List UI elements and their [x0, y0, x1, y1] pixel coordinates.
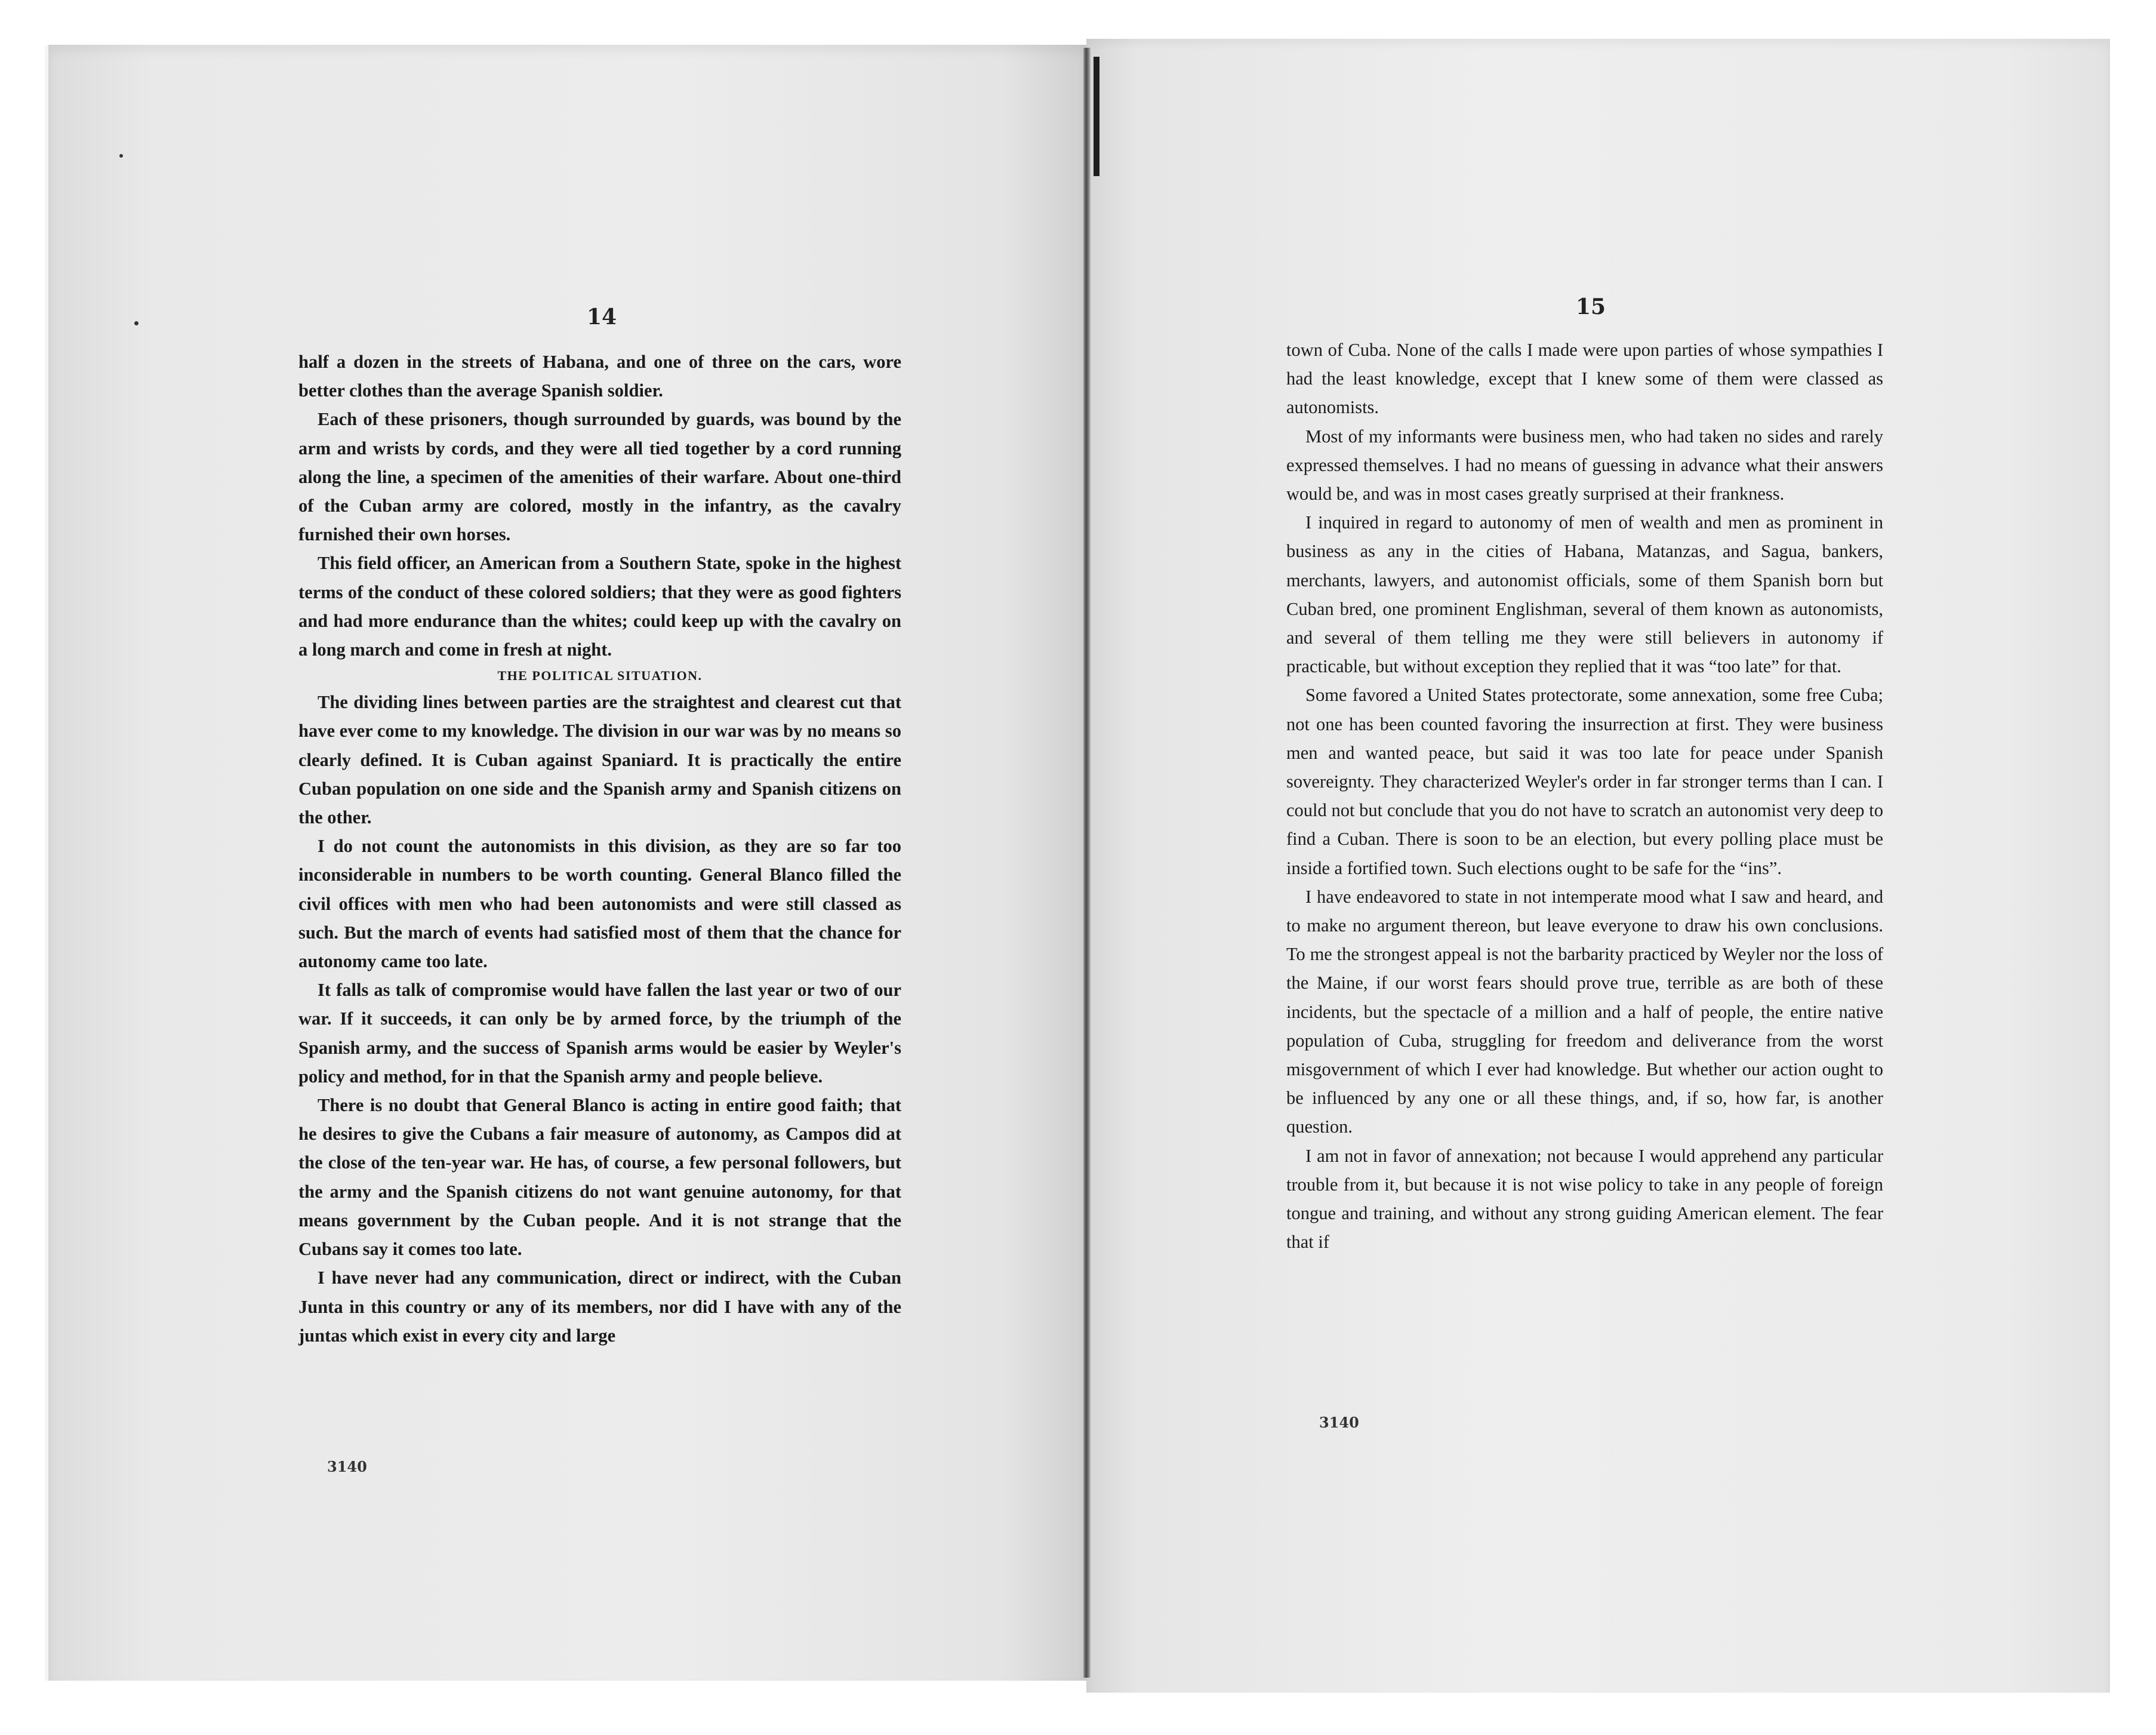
gutter-binding-shadow	[1094, 57, 1099, 176]
paragraph: town of Cuba. None of the calls I made were upon parties of whose sympathies I had the least knowledge, except that I knew some of them were classed as autonomists.	[1286, 340, 1883, 418]
paragraph: I inquired in regard to autonomy of men of wealth and men as prominent in business as any in the cities of Habana, Matanzas, and Sagua, bankers, merchants, lawyers, and autonomist officials, some of them Spanish born but Cuban bred, one prominent Englishman, several of them known as autonomists, and several of them telling me they were still believers in autonomy if practicable, but without exception they replied that it was “too late” for that.	[1286, 512, 1883, 677]
page-number-left: 14	[587, 304, 617, 330]
book-gutter	[1083, 48, 1091, 1678]
speck	[134, 321, 138, 325]
left-page-text	[298, 347, 901, 1350]
signature-mark-right: 3140	[1319, 1414, 1359, 1431]
paragraph: There is no doubt that General Blanco is acting in entire good faith; that he desires to give the Cubans a fair measure of autonomy, as Campos did at the close of the ten-year war. He has, of course, a few personal followers, but the army and the Spanish citizens do not want genuine autonomy, for that means government by the Cuban people. And it is not strange that the Cubans say it comes too late.	[298, 1095, 901, 1260]
paragraph: Some favored a United States protectorate, some annexation, some free Cuba; not one has been counted favoring the insurrection at first. They were business men and wanted peace, but said it was too late for peace under Spanish sovereignty. They characterized Weyler's order in far stronger terms than I can. I could not but conclude that you do not have to scratch an autonomist very deep to find a Cuban. There is soon to be an election, but every polling place must be inside a fortified town. Such elections ought to be safe for the “ins”.	[1286, 685, 1883, 878]
paragraph: It falls as talk of compromise would have fallen the last year or two of our war. If it succeeds, it can only be by armed force, by the triumph of the Spanish army, and the success of Spanish arms would be easier by Weyler's policy and method, for in that the Spanish army and people believe.	[298, 980, 901, 1087]
paragraph: The dividing lines between parties are the straightest and clearest cut that have ever come to my knowledge. The division in our war was by no means so clearly defined. It is Cuban against Spaniard. It is practically the entire Cuban population on one side and the Spanish army and Spanish citizens on the other.	[298, 692, 901, 828]
paragraph: I have never had any communication, direct or indirect, with the Cuban Junta in this country or any of its members, nor did I have with any of the juntas which exist in every city and large	[298, 1268, 901, 1346]
paragraph: I have endeavored to state in not intemperate mood what I saw and heard, and to make no argument thereon, but leave everyone to draw his own conclusions. To me the strongest appeal is not the barbarity practiced by Weyler nor the loss of the Maine, if our worst fears should prove true, terrible as are both of these incidents, but the spectacle of a million and a half of people, the entire native population of Cuba, struggling for freedom and deliverance from the worst misgovernment of which I ever had knowledge. But whether our action ought to be influenced by any one or all these things, and, if so, how far, is another question.	[1286, 886, 1883, 1137]
signature-mark-left: 3140	[327, 1458, 367, 1475]
paragraph: This field officer, an American from a Southern State, spoke in the highest terms of the conduct of these colored soldiers; that they were as good fighters and had more endurance than the whites; could keep up with the cavalry on a long march and come in fresh at night.	[298, 553, 901, 660]
paragraph: I am not in favor of annexation; not because I would apprehend any particular trouble from it, but because it is not wise policy to take in any people of foreign tongue and training, and without any strong guiding American element. The fear that if	[1286, 1145, 1883, 1253]
right-page-text	[1286, 336, 1883, 1257]
speck	[119, 154, 123, 158]
page-number-right: 15	[1576, 294, 1606, 319]
paragraph: Most of my informants were business men, who had taken no sides and rarely expressed themselves. I had no means of guessing in advance what their answers would be, and was in most cases greatly surprised at their frankness.	[1286, 426, 1883, 504]
paragraph: Each of these prisoners, though surrounded by guards, was bound by the arm and wrists by cords, and they were all tied together by a cord running along the line, a specimen of the amenities of their warfare. About one-third of the Cuban army are colored, mostly in the infantry, as the cavalry furnished their own horses.	[298, 409, 901, 545]
paragraph: half a dozen in the streets of Habana, and one of three on the cars, wore better clothes than the average Spanish soldier.	[298, 352, 901, 401]
paragraph: I do not count the autonomists in this division, as they are so far too inconsiderable in numbers to be worth counting. General Blanco filled the civil offices with men who had been autonomists and were still classed as such. But the march of events had satisfied most of them that the chance for autonomy came too late.	[298, 836, 901, 972]
section-heading: THE POLITICAL SITUATION.	[497, 668, 703, 684]
